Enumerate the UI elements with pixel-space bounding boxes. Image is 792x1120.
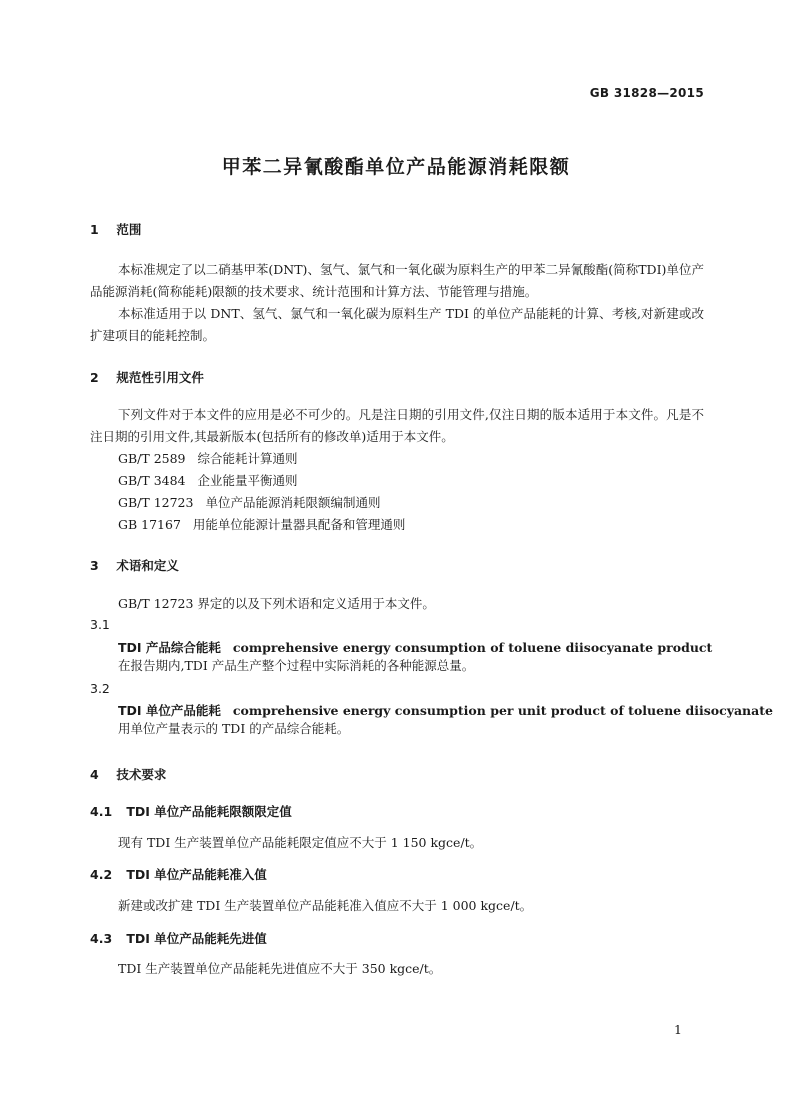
- term-english: comprehensive energy consumption of toluene diisocyanate product: [232, 640, 713, 655]
- reference-item: [118, 515, 405, 533]
- section-3-paragraph-1: GB/T 12723 界定的以及下列术语和定义适用于本文件。: [118, 596, 435, 611]
- subsection-number: 4.2: [90, 867, 113, 882]
- section-title: 范围: [116, 222, 142, 237]
- section-number: 1: [90, 222, 99, 237]
- subsection-4-3-text: TDI 生产装置单位产品能耗先进值应不大于 350 kgce/t。: [118, 961, 442, 976]
- subsection-number: 4.3: [90, 931, 113, 946]
- term-number: 3.1: [90, 617, 110, 632]
- reference-title: 综合能耗计算通则: [197, 451, 298, 466]
- section-number: 2: [90, 370, 99, 385]
- subsection-4-1-heading: [90, 802, 292, 820]
- section-1-paragraph-1: 本标准规定了以二硝基甲苯(DNT)、氢气、氯气和一氧化碳为原料生产的甲苯二异氰酸酯(简称TDI)单位产品能源消耗(简称能耗)限额的技术要求、统计范围和计算方法、节能管理与措施。: [90, 262, 704, 299]
- section-title: 规范性引用文件: [116, 370, 204, 385]
- subsection-4-2-heading: [90, 865, 267, 883]
- reference-title: 企业能量平衡通则: [197, 473, 298, 488]
- subsection-title: TDI 单位产品能耗限额限定值: [126, 804, 292, 819]
- reference-title: 单位产品能源消耗限额编制通则: [205, 495, 381, 510]
- subsection-number: 4.1: [90, 804, 113, 819]
- section-2-heading: [90, 368, 204, 386]
- term-number: 3.2: [90, 681, 110, 696]
- reference-code: GB/T 12723: [118, 495, 194, 510]
- section-2-paragraph-1: 下列文件对于本文件的应用是必不可少的。凡是注日期的引用文件,仅注日期的版本适用于本文件。凡是不注日期的引用文件,其最新版本(包括所有的修改单)适用于本文件。: [90, 407, 704, 444]
- term-chinese: TDI 单位产品能耗: [118, 703, 221, 718]
- term-chinese: TDI 产品综合能耗: [118, 640, 221, 655]
- subsection-4-3-heading: [90, 929, 267, 947]
- subsection-4-2-text: 新建或改扩建 TDI 生产装置单位产品能耗准入值应不大于 1 000 kgce/t。: [118, 898, 533, 913]
- term-definition: 在报告期内,TDI 产品生产整个过程中实际消耗的各种能源总量。: [118, 658, 475, 673]
- page-number: 1: [674, 1022, 682, 1037]
- reference-code: GB/T 3484: [118, 473, 186, 488]
- reference-item: [118, 493, 380, 511]
- section-title: 技术要求: [116, 767, 167, 782]
- reference-title: 用能单位能源计量器具配备和管理通则: [192, 517, 406, 532]
- term-english: comprehensive energy consumption per unit product of toluene diisocyanate: [232, 703, 773, 718]
- section-1-paragraph-2: 本标准适用于以 DNT、氢气、氯气和一氧化碳为原料生产 TDI 的单位产品能耗的计算、考核,对新建或改扩建项目的能耗控制。: [90, 306, 704, 343]
- subsection-title: TDI 单位产品能耗准入值: [126, 867, 267, 882]
- term-heading: [118, 638, 712, 656]
- section-number: 4: [90, 767, 99, 782]
- reference-item: [118, 471, 298, 489]
- section-title: 术语和定义: [116, 558, 179, 573]
- subsection-title: TDI 单位产品能耗先进值: [126, 931, 267, 946]
- document-title: 甲苯二异氰酸酯单位产品能源消耗限额: [221, 156, 571, 178]
- subsection-4-1-text: 现有 TDI 生产装置单位产品能耗限定值应不大于 1 150 kgce/t。: [118, 835, 483, 850]
- reference-code: GB/T 2589: [118, 451, 186, 466]
- reference-item: [118, 449, 298, 467]
- term-definition: 用单位产量表示的 TDI 的产品综合能耗。: [118, 721, 350, 736]
- section-number: 3: [90, 558, 99, 573]
- term-heading: [118, 701, 773, 719]
- reference-code: GB 17167: [118, 517, 181, 532]
- standard-code: GB 31828—2015: [589, 86, 704, 100]
- section-3-heading: [90, 556, 179, 574]
- section-1-heading: [90, 220, 141, 238]
- section-4-heading: [90, 765, 166, 783]
